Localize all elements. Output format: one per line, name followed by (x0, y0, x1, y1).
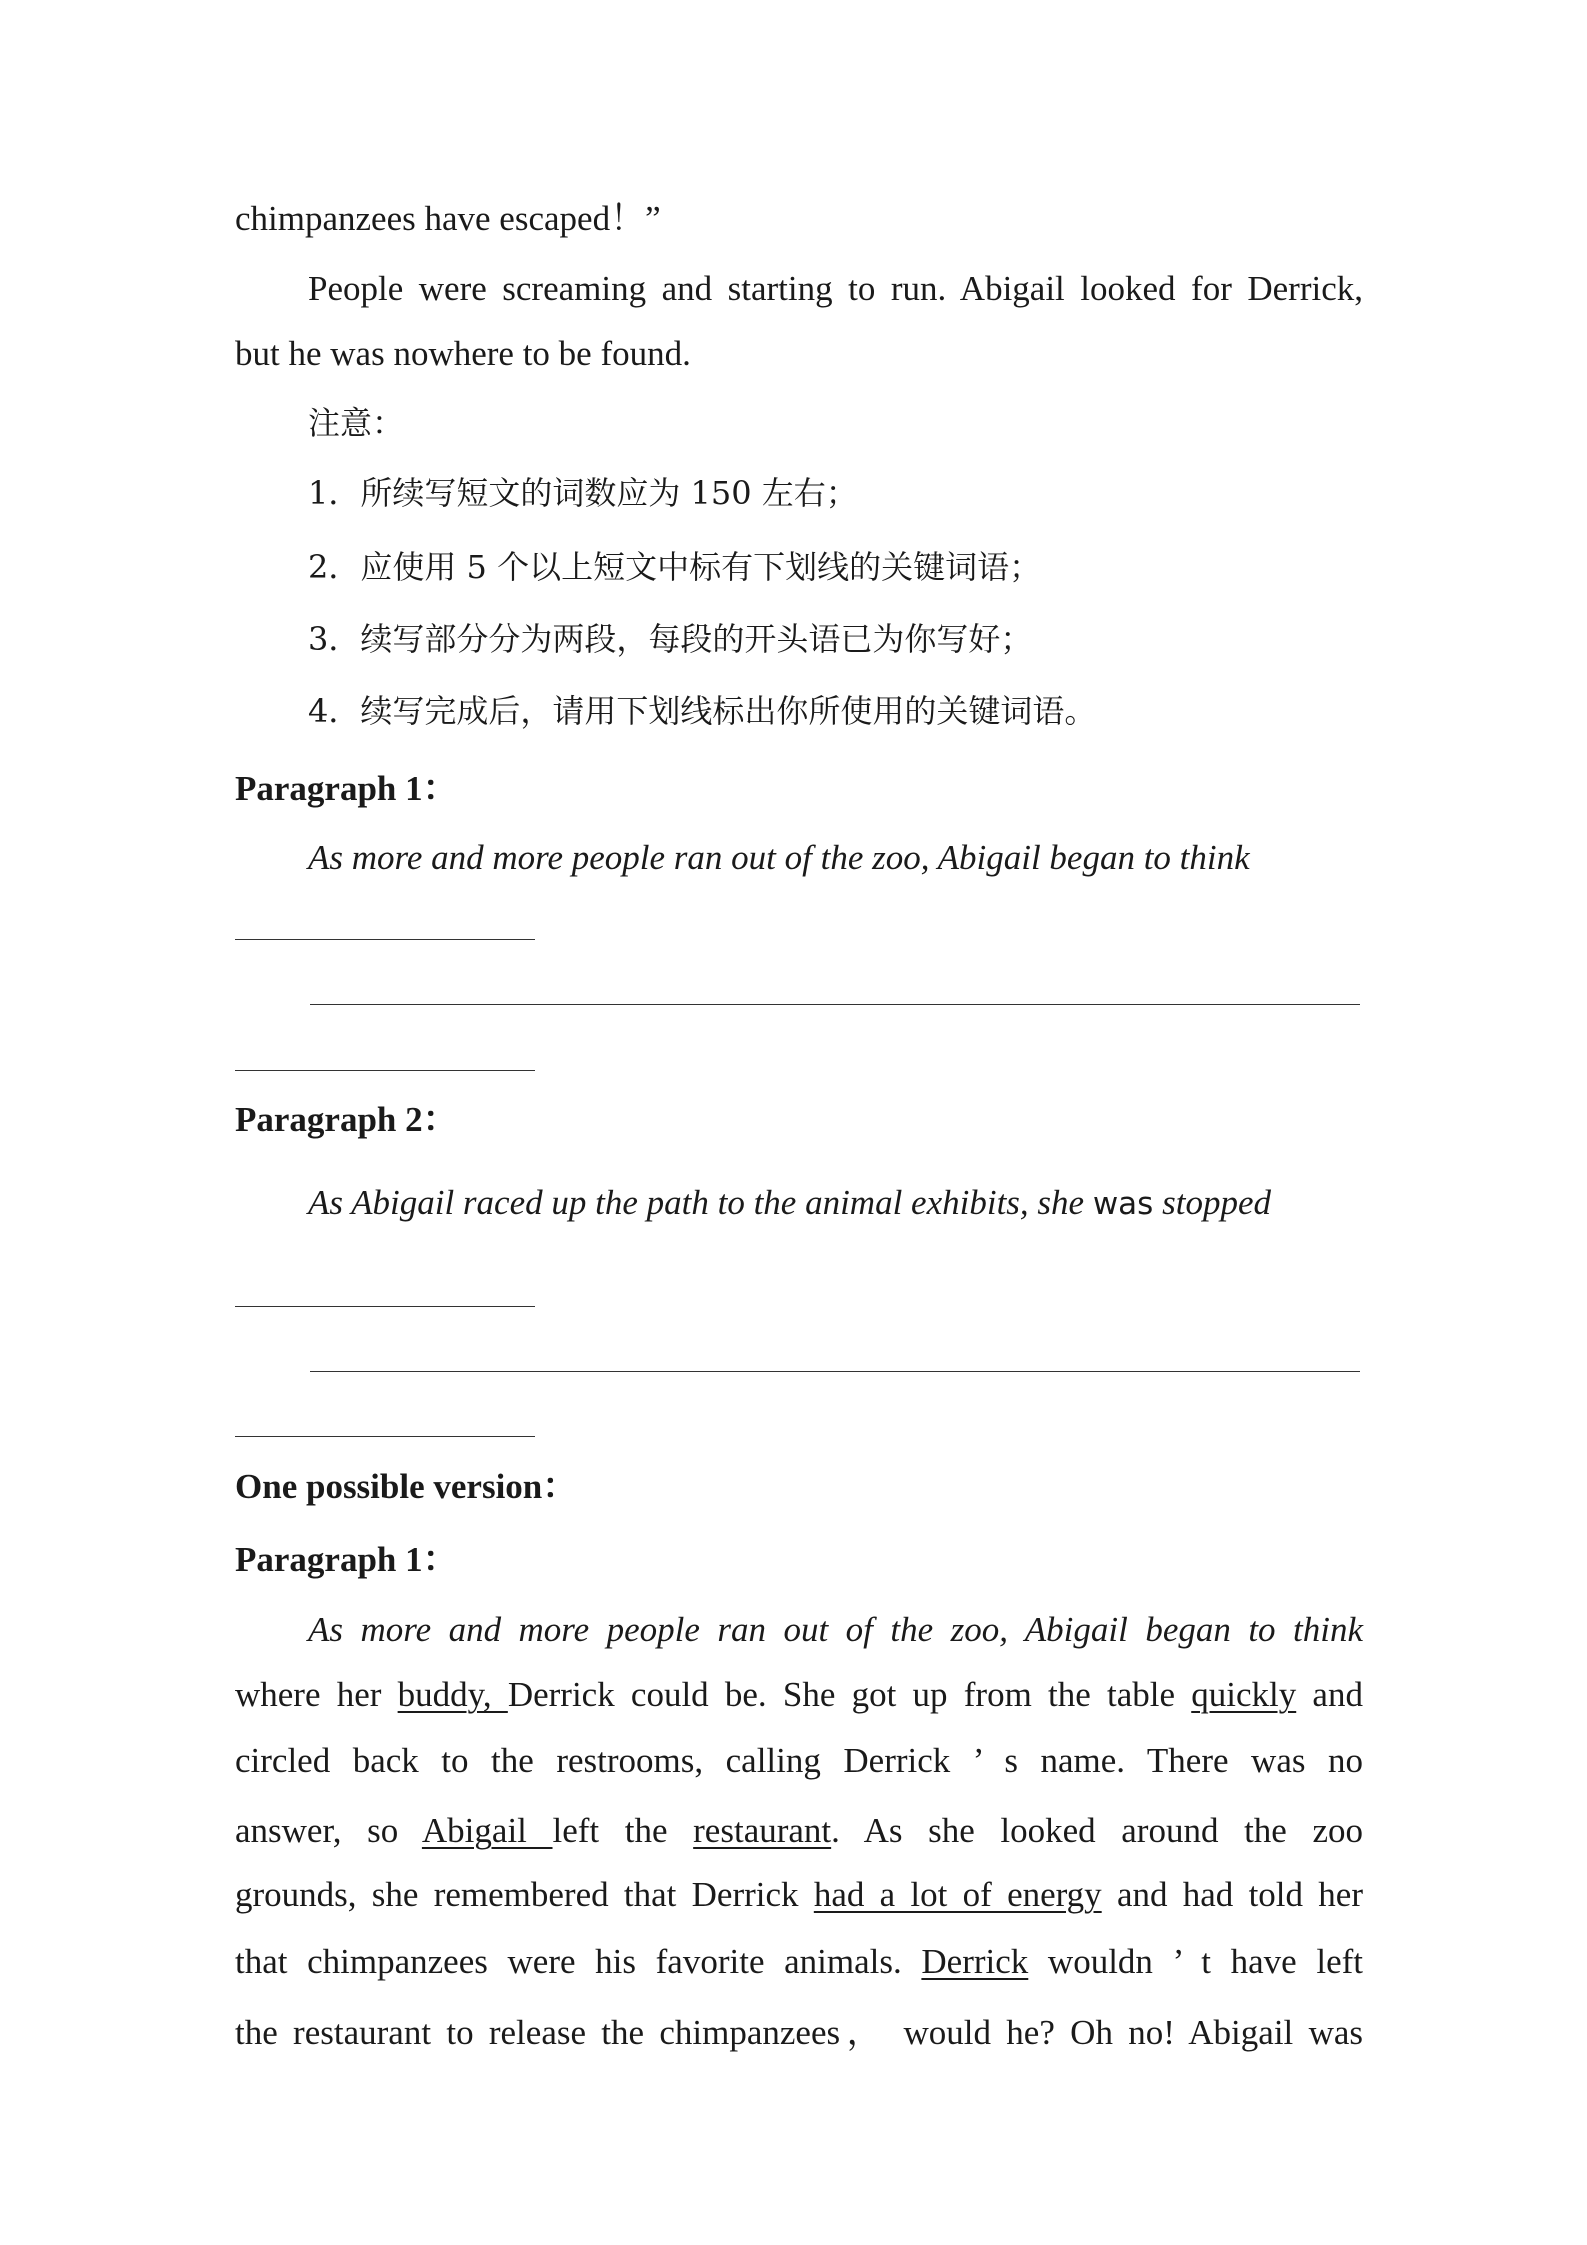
sample-line-6: that chimpanzees were his favorite animals. Derrick wouldn ’ t have left (235, 1942, 1363, 1981)
sample-line-3: circled back to the restrooms, calling Derrick ’ s name. There was no (235, 1741, 1363, 1780)
notes-heading: 注意： (308, 404, 405, 442)
writing-blank (310, 1004, 1360, 1005)
passage-line-2: People were screaming and starting to run. Abigail looked for Derrick, (308, 269, 1363, 308)
sample-line-1: As more and more people ran out of the zoo, Abigail began to think (308, 1610, 1363, 1649)
writing-blank (310, 1371, 1360, 1372)
task-paragraph-2-heading: Paragraph 2： (235, 1100, 458, 1139)
writing-blank (235, 1070, 535, 1071)
task-paragraph-2-prompt: As Abigail raced up the path to the animal exhibits, she was stopped (308, 1183, 1271, 1222)
sample-line-5: grounds, she remembered that Derrick had a lot of energy and had told her (235, 1875, 1363, 1914)
writing-blank (235, 939, 535, 940)
sample-line-2: where her buddy, Derrick could be. She got up from the table quickly and (235, 1675, 1363, 1714)
note-item-4: 4．续写完成后，请用下划线标出你所使用的关键词语。 (308, 692, 1097, 730)
task-paragraph-1-heading: Paragraph 1： (235, 769, 458, 808)
passage-line-3: but he was nowhere to be found. (235, 334, 691, 373)
note-item-2: 2．应使用 5 个以上短文中标有下划线的关键词语； (308, 548, 1042, 586)
sample-paragraph-1-heading: Paragraph 1： (235, 1540, 458, 1579)
task-paragraph-1-prompt: As more and more people ran out of the zoo, Abigail began to think (308, 838, 1250, 877)
note-item-1: 1．所续写短文的词数应为 150 左右； (308, 474, 858, 512)
note-item-3: 3．续写部分分为两段，每段的开头语已为你写好； (308, 620, 1033, 658)
sample-line-7: the restaurant to release the chimpanzees， would he? Oh no! Abigail was (235, 2013, 1363, 2052)
writing-blank (235, 1306, 535, 1307)
sample-answer-heading: One possible version： (235, 1467, 578, 1506)
passage-line-1: chimpanzees have escaped！” (235, 199, 661, 238)
writing-blank (235, 1436, 535, 1437)
sample-line-4: answer, so Abigail left the restaurant. As she looked around the zoo (235, 1811, 1363, 1850)
